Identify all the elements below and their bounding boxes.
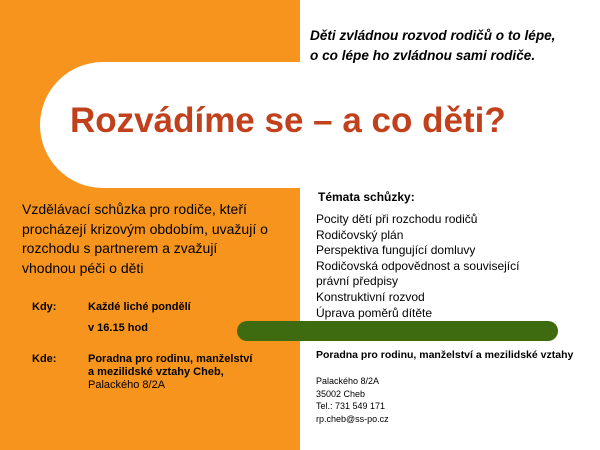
green-divider-bar — [237, 321, 558, 341]
when-time-text: v 16.15 hod — [88, 322, 148, 334]
when-day — [88, 301, 298, 314]
topic-item: Perspektiva fungující domluvy — [316, 243, 476, 258]
where-line-2: a mezilidské vztahy Cheb, — [88, 366, 224, 378]
topic-item: Konstruktivní rozvod — [316, 289, 425, 304]
motto-quote — [310, 26, 596, 66]
topic-item: Úprava poměrů dítěte — [316, 305, 433, 320]
where-line-3: Palackého 8/2A — [88, 379, 166, 391]
where-address — [88, 353, 298, 392]
contact-street: Palackého 8/2A — [316, 376, 380, 386]
contact-block — [316, 375, 389, 426]
page-title: Rozvádíme se – a co děti? — [70, 101, 506, 140]
motto-line-1: Děti zvládnou rozvod rodičů o to lépe, — [310, 28, 556, 43]
topics-heading: Témata schůzky: — [318, 190, 415, 204]
intro-line-3: rozchodu s partnerem a zvažují — [22, 240, 218, 256]
topic-item: Pocity dětí při rozchodu rodičů — [316, 212, 478, 226]
topics-list — [316, 212, 519, 321]
when-day-text: Každé liché pondělí — [88, 301, 191, 313]
topic-item: právní předpisy — [316, 274, 399, 289]
intro-line-2: procházejí krizovým obdobím, uvažují o — [22, 220, 268, 237]
motto-line-2: o co lépe ho zvládnou sami rodiče. — [310, 48, 536, 63]
topic-item: Rodičovský plán — [316, 227, 404, 242]
contact-phone: Tel.: 731 549 171 — [316, 401, 386, 412]
where-label: Kde: — [32, 353, 57, 365]
where-line-1: Poradna pro rodinu, manželství — [88, 353, 253, 365]
contact-email[interactable]: rp.cheb@ss-po.cz — [316, 414, 389, 425]
topic-item: Rodičovská odpovědnost a související — [316, 258, 520, 273]
intro-line-1: Vzdělávací schůzka pro rodiče, kteří — [22, 201, 247, 217]
intro-text — [22, 200, 297, 278]
organization-name: Poradna pro rodinu, manželství a mezilidské vztahy — [316, 349, 574, 361]
when-label: Kdy: — [32, 301, 57, 313]
intro-line-4: vhodnou péči o děti — [22, 259, 144, 276]
contact-city: 35002 Cheb — [316, 388, 366, 399]
